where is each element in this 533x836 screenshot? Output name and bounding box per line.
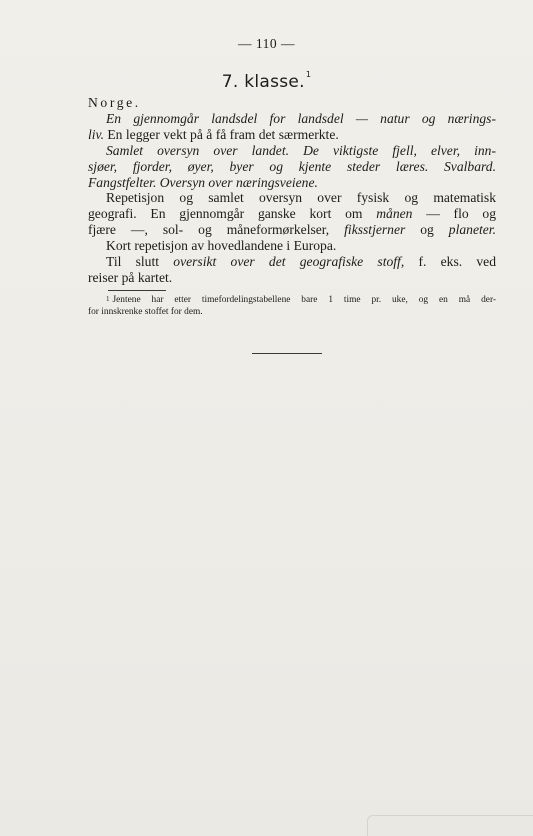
- text-segment: fjære —, sol- og måneformørkelser,: [88, 222, 345, 238]
- footnote-text: Jentene har etter timefordelingstabellene bare 1 time pr. uke, og en må der-: [112, 295, 496, 305]
- text-segment: En gjennomgår landsdel for landsdel — natur og nærings-: [106, 110, 496, 126]
- text-line-10: [88, 254, 496, 270]
- footnote-reference: 1: [305, 70, 312, 79]
- text-segment: planeter.: [448, 222, 496, 238]
- text-segment: fiksstjerner: [344, 222, 406, 238]
- text-line-4: [88, 159, 496, 175]
- section-end-divider: [252, 353, 322, 354]
- text-segment: månen: [376, 206, 413, 222]
- text-segment: En legger vekt på å få fram det særmerkte.: [103, 126, 339, 142]
- text-segment: Fangstfelter. Oversyn over næringsveiene.: [88, 174, 318, 190]
- chapter-title: [0, 72, 533, 92]
- text-segment: Kort repetisjon av hovedlandene i Europa.: [106, 238, 337, 254]
- footnote: [88, 294, 496, 319]
- text-segment: oversikt over det geografiske stoff,: [173, 254, 405, 270]
- text-line-8: [88, 222, 496, 238]
- text-line-1: [88, 111, 496, 127]
- text-segment: Repetisjon og samlet oversyn over fysisk og matematisk: [106, 190, 496, 206]
- text-line-7: [88, 206, 496, 222]
- text-line-2: [88, 127, 496, 143]
- footnote-line-1: [88, 294, 496, 306]
- text-segment: Samlet oversyn over landet. De viktigste fjell, elver, inn-: [106, 142, 496, 158]
- text-segment: Til slutt: [106, 254, 174, 270]
- text-line-11: [88, 270, 496, 286]
- footnote-line-2: for innskrenke stoffet for dem.: [88, 307, 203, 318]
- chapter-title-text: 7. klasse.: [221, 72, 305, 92]
- text-line-5: [88, 175, 496, 191]
- text-segment: reiser på kartet.: [88, 269, 173, 285]
- text-line-9: [88, 238, 496, 254]
- text-line-6: [88, 190, 496, 206]
- text-segment: og: [405, 222, 449, 238]
- page-corner: [367, 815, 533, 836]
- text-segment: — flo og: [412, 206, 496, 222]
- footnote-mark: 1: [106, 295, 110, 303]
- section-heading: Norge.: [88, 95, 141, 110]
- text-segment: sjøer, fjorder, øyer, byer og kjente steder læres. Svalbard.: [88, 158, 496, 174]
- text-segment: liv.: [88, 126, 104, 142]
- text-line-3: [88, 143, 496, 159]
- page-number: — 110 —: [238, 36, 295, 51]
- footnote-divider: [108, 290, 166, 291]
- text-segment: f. eks. ved: [404, 254, 497, 270]
- text-segment: geografi. En gjennomgår ganske kort om: [88, 206, 377, 222]
- body-text: [88, 95, 496, 286]
